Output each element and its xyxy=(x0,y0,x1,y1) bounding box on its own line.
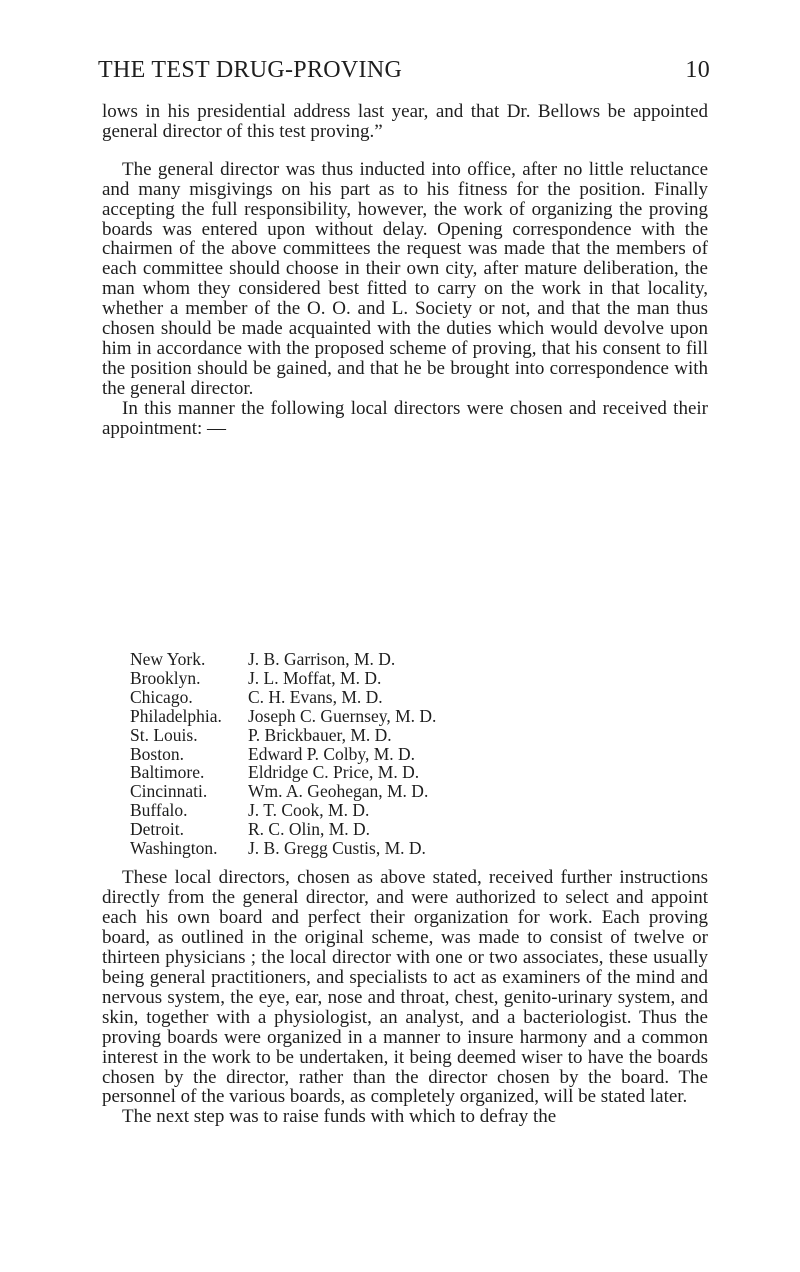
paragraph-continuation: lows in his presidential address last year, and that Dr. Bellows be appointed general director of this test proving.” xyxy=(102,101,708,142)
director-name: Eldridge C. Price, M. D. xyxy=(248,762,420,783)
director-name: J. B. Gregg Custis, M. D. xyxy=(248,838,426,859)
director-name: P. Brickbauer, M. D. xyxy=(248,724,392,745)
list-item xyxy=(130,650,690,669)
director-city: Chicago. xyxy=(130,686,193,707)
list-item xyxy=(130,820,690,839)
director-city: Baltimore. xyxy=(130,762,205,783)
list-item xyxy=(130,688,690,707)
list-item xyxy=(130,745,690,764)
list-item xyxy=(130,726,690,745)
director-name: J. L. Moffat, M. D. xyxy=(248,667,382,688)
list-item xyxy=(130,707,690,726)
paragraph-general-director: The general director was thus inducted into office, after no little reluctance and many misgivings on his part as to his fitness for the position. Finally accepting the full responsibility, however, the work of organizing the proving boards was entered upon without delay. Opening correspondence with the chairmen of the above committees the request was made that the members of each committee should choose in their own city, after mature deliberation, the man whom they considered best fitted to carry on the work in that locality, whether a member of the O. O. and L. Society or not, and that the man thus chosen should be made acquainted with the duties which would devolve upon him in accordance with the proposed scheme of proving, that his consent to fill the position should be gained, and that he be brought into correspondence with the general director. xyxy=(102,158,708,399)
body-text-bottom xyxy=(102,868,708,1127)
list-item xyxy=(130,839,690,858)
director-name: C. H. Evans, M. D. xyxy=(248,686,383,707)
list-item xyxy=(130,669,690,688)
director-name: Joseph C. Guernsey, M. D. xyxy=(248,705,437,726)
list-item xyxy=(130,801,690,820)
director-name: J. B. Garrison, M. D. xyxy=(248,649,396,669)
director-name: Wm. A. Geohegan, M. D. xyxy=(248,781,429,802)
director-city: Buffalo. xyxy=(130,800,188,821)
running-header xyxy=(98,57,710,93)
director-city: Cincinnati. xyxy=(130,781,208,802)
director-city: Philadelphia. xyxy=(130,705,222,726)
director-name: R. C. Olin, M. D. xyxy=(248,819,371,840)
paragraph-local-directors-intro: In this manner the following local directors were chosen and received their appointment: — xyxy=(102,397,708,439)
director-city: Washington. xyxy=(130,838,218,859)
director-city: Boston. xyxy=(130,743,184,764)
body-text-top xyxy=(102,102,708,439)
director-name: J. T. Cook, M. D. xyxy=(248,800,370,821)
paragraph-local-directors-instructions: These local directors, chosen as above stated, received further instructions directly from the general director, and were authorized to select and appoint each his own board and perfect their organization for work. Each proving board, as outlined in the original scheme, was made to consist of twelve or thirteen physicians ; the local director with one or two associates, these usually being general practitioners, and specialists to act as examiners of the mind and nervous system, the eye, ear, nose and throat, chest, genito-urinary system, and skin, together with a physiologist, an analyst, and a bacteriologist. Thus the proving boards were organized in a manner to insure harmony and a common interest in the work to be undertaken, it being deemed wiser to have the boards chosen by the director, rather than the director chosen by the board. The personnel of the various boards, as completely organized, will be stated later. xyxy=(102,867,708,1108)
director-city: Detroit. xyxy=(130,819,184,840)
director-city: St. Louis. xyxy=(130,724,198,745)
director-name: Edward P. Colby, M. D. xyxy=(248,743,416,764)
page-number: 10 xyxy=(685,57,710,83)
director-city: Brooklyn. xyxy=(130,667,201,688)
local-directors-list xyxy=(130,650,690,858)
paragraph-next-step: The next step was to raise funds with which to defray the xyxy=(122,1106,557,1128)
list-item xyxy=(130,763,690,782)
list-item xyxy=(130,782,690,801)
director-city: New York. xyxy=(130,649,206,669)
running-title: THE TEST DRUG-PROVING xyxy=(98,57,403,83)
